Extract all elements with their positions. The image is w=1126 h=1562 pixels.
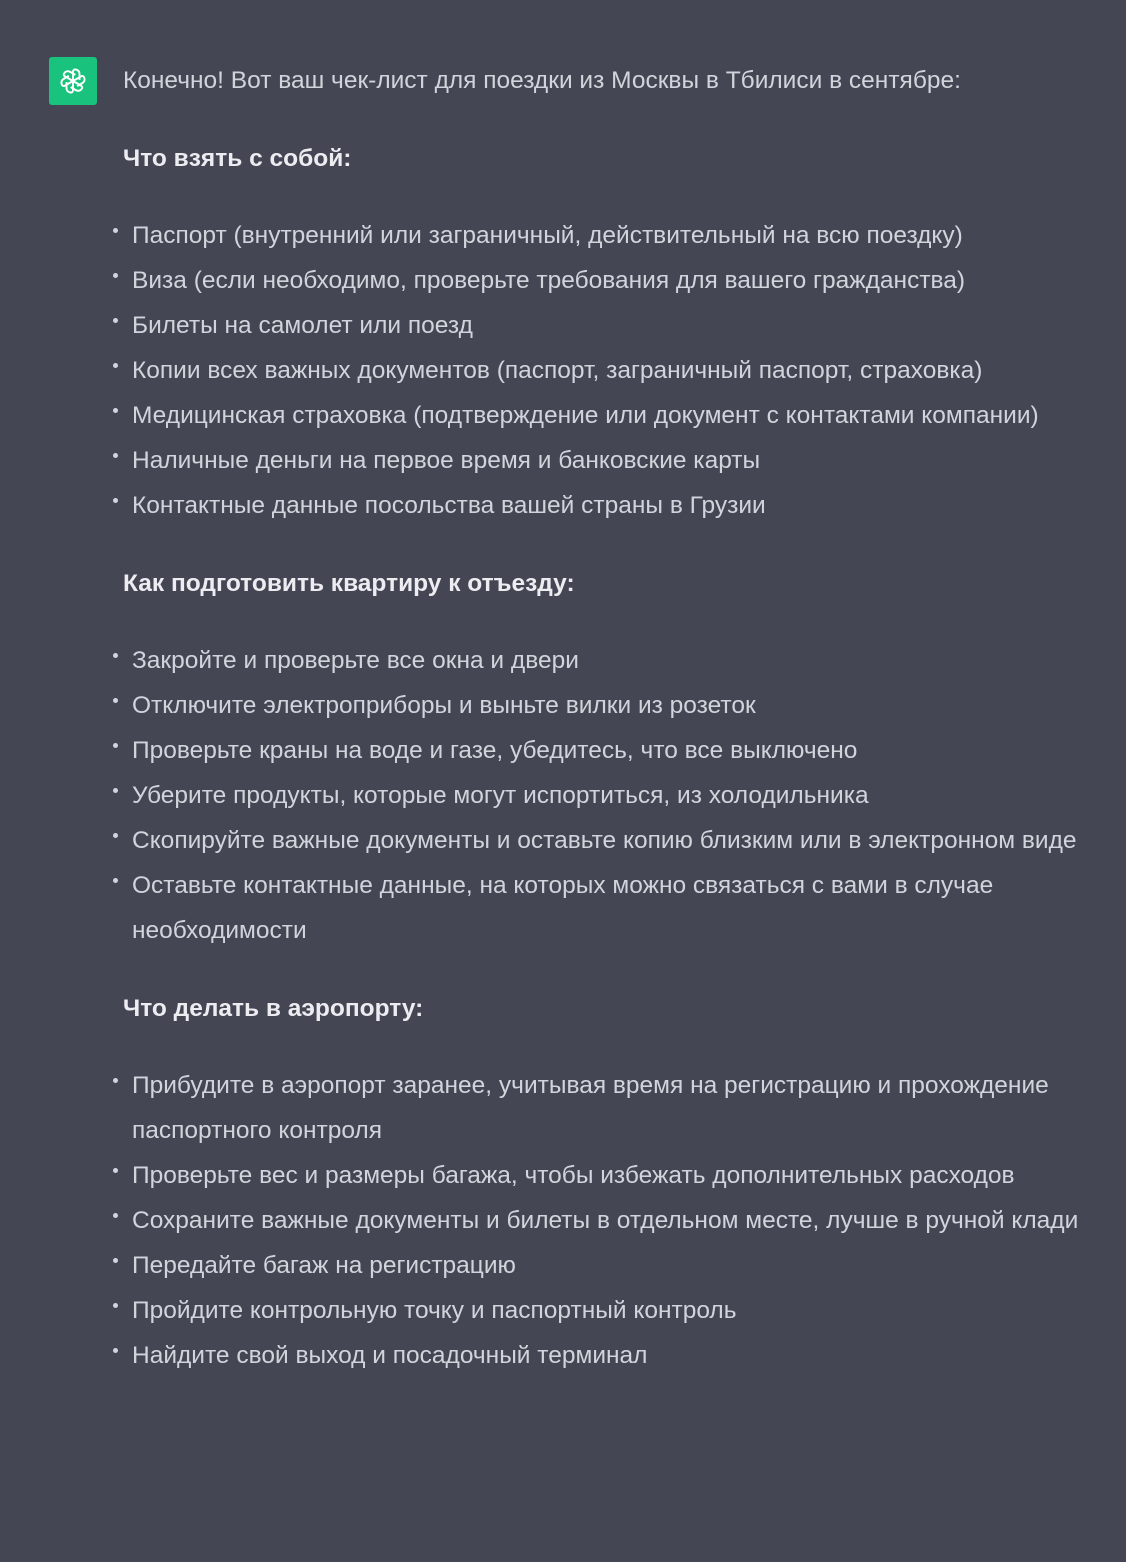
list-item: Проверьте вес и размеры багажа, чтобы избежать дополнительных расходов bbox=[123, 1153, 1083, 1198]
list-item: Паспорт (внутренний или заграничный, действительный на всю поездку) bbox=[123, 213, 1083, 258]
openai-logo-icon bbox=[57, 65, 89, 97]
section-title: Что взять с собой: bbox=[123, 145, 352, 172]
list-item: Наличные деньги на первое время и банковские карты bbox=[123, 438, 1083, 483]
checklist bbox=[123, 638, 1083, 953]
list-item: Проверьте краны на воде и газе, убедитесь, что все выключено bbox=[123, 728, 1083, 773]
section-at-airport bbox=[123, 986, 1083, 1378]
list-item: Передайте багаж на регистрацию bbox=[123, 1243, 1083, 1288]
list-item: Пройдите контрольную точку и паспортный контроль bbox=[123, 1288, 1083, 1333]
list-item: Прибудите в аэропорт заранее, учитывая время на регистрацию и прохождение паспортного контроля bbox=[123, 1063, 1083, 1153]
list-item: Сохраните важные документы и билеты в отдельном месте, лучше в ручной клади bbox=[123, 1198, 1083, 1243]
list-item: Отключите электроприборы и выньте вилки из розеток bbox=[123, 683, 1083, 728]
message-content bbox=[123, 58, 1083, 1378]
list-item: Уберите продукты, которые могут испортиться, из холодильника bbox=[123, 773, 1083, 818]
assistant-avatar bbox=[49, 57, 97, 105]
list-item: Контактные данные посольства вашей страны в Грузии bbox=[123, 483, 1083, 528]
message-intro: Конечно! Вот ваш чек-лист для поездки из Москвы в Тбилиси в сентябре: bbox=[123, 67, 961, 94]
list-item: Виза (если необходимо, проверьте требования для вашего гражданства) bbox=[123, 258, 1083, 303]
checklist bbox=[123, 1063, 1083, 1378]
list-item: Найдите свой выход и посадочный терминал bbox=[123, 1333, 1083, 1378]
list-item: Копии всех важных документов (паспорт, заграничный паспорт, страховка) bbox=[123, 348, 1083, 393]
section-title: Что делать в аэропорту: bbox=[123, 995, 424, 1022]
list-item: Билеты на самолет или поезд bbox=[123, 303, 1083, 348]
section-title: Как подготовить квартиру к отъезду: bbox=[123, 570, 575, 597]
checklist bbox=[123, 213, 1083, 528]
section-apartment-prep bbox=[123, 561, 1083, 953]
list-item: Закройте и проверьте все окна и двери bbox=[123, 638, 1083, 683]
list-item: Скопируйте важные документы и оставьте копию близким или в электронном виде bbox=[123, 818, 1083, 863]
section-what-to-take bbox=[123, 136, 1083, 528]
list-item: Медицинская страховка (подтверждение или документ с контактами компании) bbox=[123, 393, 1083, 438]
list-item: Оставьте контактные данные, на которых можно связаться с вами в случае необходимости bbox=[123, 863, 1083, 953]
